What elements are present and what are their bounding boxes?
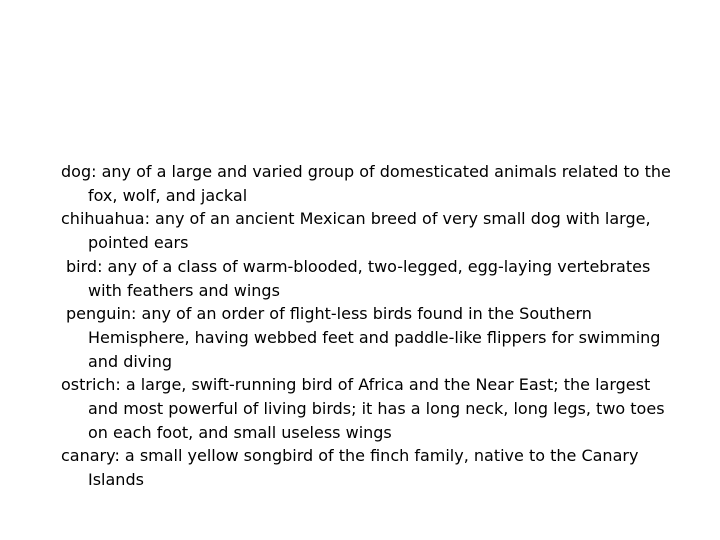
definition-entry-ostrich: ostrich: a large, swift-running bird of Africa and the Near East; the largest and most powerful of living birds; it has a long neck, long legs, two toes on each foot, and small useless wings (61, 375, 665, 442)
definition-entry-chihuahua: chihuahua: any of an ancient Mexican breed of very small dog with large, pointed ears (61, 209, 651, 253)
entry-term: bird (66, 256, 98, 276)
entry-term: penguin (66, 304, 132, 324)
entry-definition: a large, swift-running bird of Africa and the Near East; the largest and most powerful of living birds; it has a long neck, long legs, two toes on each foot, and small useless wings (88, 375, 665, 442)
entry-definition: any of an order of flight-less birds found in the Southern Hemisphere, having webbed feet and paddle-like flippers for swimming and diving (88, 304, 661, 371)
definition-entry-dog: dog: any of a large and varied group of domesticated animals related to the fox, wolf, and jackal (61, 162, 671, 205)
entry-term: ostrich (61, 375, 116, 395)
entry-definition: any of a class of warm-blooded, two-legged, egg-laying vertebrates with feathers and wings (88, 256, 651, 300)
definition-entry-canary: canary: a small yellow songbird of the finch family, native to the Canary Islands (61, 446, 639, 490)
entry-term: dog (61, 162, 92, 181)
entry-definition: any of a large and varied group of domesticated animals related to the fox, wolf, and jackal (88, 162, 671, 205)
definition-list (61, 160, 671, 492)
entry-definition: a small yellow songbird of the finch family, native to the Canary Islands (88, 446, 639, 490)
entry-term: chihuahua (61, 209, 145, 229)
entry-term: canary (61, 446, 115, 466)
definition-entry-penguin: penguin: any of an order of flight-less birds found in the Southern Hemisphere, having webbed feet and paddle-like flippers for swimming and diving (66, 304, 661, 371)
definition-entry-bird: bird: any of a class of warm-blooded, two-legged, egg-laying vertebrates with feathers and wings (66, 256, 651, 300)
entry-definition: any of an ancient Mexican breed of very small dog with large, pointed ears (88, 209, 651, 253)
